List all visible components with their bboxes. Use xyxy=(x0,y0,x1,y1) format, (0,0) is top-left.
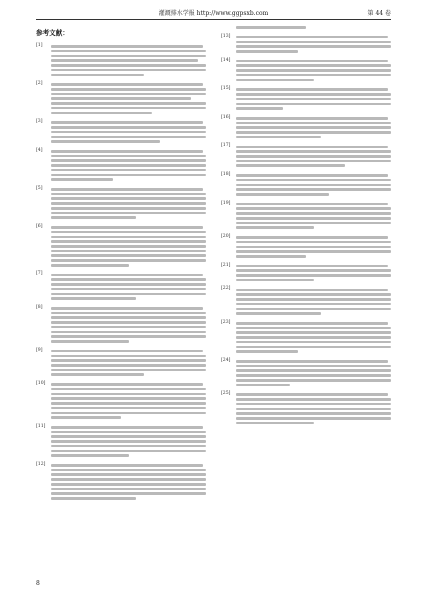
text-line xyxy=(51,131,206,134)
text-line xyxy=(236,122,391,125)
reference-entry xyxy=(221,115,391,141)
text-line xyxy=(236,107,283,110)
text-line xyxy=(51,254,206,257)
text-line xyxy=(236,64,391,67)
reference-text xyxy=(236,320,391,355)
text-line xyxy=(236,336,391,339)
references-heading: 参考文献： xyxy=(36,29,69,37)
reference-entry xyxy=(36,186,206,221)
text-line xyxy=(51,369,206,372)
text-line xyxy=(51,393,206,396)
text-line xyxy=(51,454,129,457)
reference-number: [8] xyxy=(36,304,43,310)
text-line xyxy=(236,155,391,158)
text-line xyxy=(51,274,203,277)
text-line xyxy=(51,373,144,376)
reference-number: [21] xyxy=(221,262,231,268)
right-column xyxy=(221,24,391,429)
text-line xyxy=(236,312,321,315)
text-line xyxy=(51,450,206,453)
text-line xyxy=(236,41,391,44)
reference-text xyxy=(51,271,206,302)
reference-text xyxy=(236,358,391,389)
reference-number: [23] xyxy=(221,319,231,325)
reference-number: [13] xyxy=(221,33,231,39)
text-line xyxy=(236,250,391,253)
reference-number: [18] xyxy=(221,171,231,177)
text-line xyxy=(236,422,314,425)
reference-number: [25] xyxy=(221,391,231,397)
text-line xyxy=(236,174,388,177)
text-line xyxy=(236,384,290,387)
reference-entry xyxy=(36,119,206,145)
reference-entry xyxy=(36,424,206,459)
left-reference-list xyxy=(36,43,206,502)
reference-entry xyxy=(221,86,391,112)
reference-entry xyxy=(36,348,206,379)
text-line xyxy=(236,346,391,349)
text-line xyxy=(236,150,391,153)
text-line xyxy=(236,341,391,344)
text-line xyxy=(236,226,314,229)
text-line xyxy=(51,83,203,86)
text-line xyxy=(236,146,388,149)
text-line xyxy=(236,417,391,420)
text-line xyxy=(236,360,388,363)
text-line xyxy=(51,416,121,419)
text-line xyxy=(236,398,391,401)
reference-number: [24] xyxy=(221,357,231,363)
text-line xyxy=(236,126,391,129)
reference-number: [9] xyxy=(36,347,43,353)
text-line xyxy=(236,331,391,334)
text-line xyxy=(236,369,391,372)
reference-entry xyxy=(221,286,391,317)
reference-entry xyxy=(221,358,391,389)
reference-text xyxy=(51,305,206,345)
text-line xyxy=(51,383,203,386)
reference-entry xyxy=(221,320,391,355)
text-line xyxy=(236,308,391,311)
text-line xyxy=(51,93,206,96)
reference-entry xyxy=(36,81,206,116)
text-line xyxy=(51,350,203,353)
text-line xyxy=(236,203,388,206)
reference-entry xyxy=(36,271,206,302)
text-line xyxy=(51,102,206,105)
reference-entry xyxy=(36,381,206,421)
reference-entry xyxy=(36,224,206,269)
reference-text xyxy=(236,58,391,84)
reference-text xyxy=(236,172,391,198)
reference-entry xyxy=(36,148,206,183)
text-line xyxy=(236,236,388,239)
reference-number: [4] xyxy=(36,147,43,153)
reference-number: [20] xyxy=(221,233,231,239)
reference-number: [2] xyxy=(36,81,43,87)
reference-text xyxy=(51,348,206,379)
text-line xyxy=(51,212,206,215)
text-line xyxy=(51,97,191,100)
volume-label: 第 44 卷 xyxy=(367,10,391,17)
text-line xyxy=(51,45,203,48)
text-line xyxy=(236,265,388,268)
text-line xyxy=(236,274,391,277)
reference-entry xyxy=(36,462,206,502)
text-line xyxy=(51,140,160,143)
reference-text xyxy=(51,424,206,459)
text-line xyxy=(51,483,206,486)
text-line xyxy=(51,283,206,286)
text-line xyxy=(51,321,206,324)
text-line xyxy=(51,312,206,315)
text-line xyxy=(51,55,206,58)
text-line xyxy=(51,488,206,491)
text-line xyxy=(51,426,203,429)
reference-text xyxy=(51,224,206,269)
text-line xyxy=(51,107,206,110)
text-line xyxy=(51,231,206,234)
reference-number: [12] xyxy=(36,461,46,467)
page-number: 8 xyxy=(36,580,40,587)
text-line xyxy=(51,59,198,62)
reference-number: [19] xyxy=(221,200,231,206)
reference-number: [22] xyxy=(221,286,231,292)
reference-text xyxy=(51,81,206,116)
text-line xyxy=(236,327,391,330)
text-line xyxy=(236,69,391,72)
text-line xyxy=(51,278,206,281)
text-line xyxy=(51,178,113,181)
text-line xyxy=(51,174,206,177)
text-line xyxy=(236,88,388,91)
reference-number: [1] xyxy=(36,43,43,48)
reference-entry xyxy=(221,143,391,169)
text-line xyxy=(51,197,206,200)
text-line xyxy=(236,217,391,220)
reference-number: [10] xyxy=(36,380,46,386)
text-line xyxy=(51,316,206,319)
text-line xyxy=(236,207,391,210)
text-line xyxy=(51,435,206,438)
text-line xyxy=(51,293,206,296)
reference-entry xyxy=(221,234,391,260)
text-line xyxy=(236,212,391,215)
reference-number xyxy=(221,24,236,31)
text-line xyxy=(236,117,388,120)
right-reference-list xyxy=(221,24,391,426)
text-line xyxy=(236,403,391,406)
text-line xyxy=(51,407,206,410)
text-line xyxy=(236,298,391,301)
reference-text xyxy=(51,148,206,183)
text-line xyxy=(236,164,345,167)
reference-text xyxy=(236,24,391,31)
text-line xyxy=(51,431,206,434)
left-column xyxy=(36,29,206,505)
text-line xyxy=(236,50,298,53)
reference-entry xyxy=(221,172,391,198)
text-line xyxy=(51,245,206,248)
text-line xyxy=(51,69,206,72)
text-line xyxy=(51,216,136,219)
text-line xyxy=(51,497,136,500)
running-header xyxy=(36,9,391,20)
reference-text xyxy=(236,143,391,169)
text-line xyxy=(51,250,206,253)
text-line xyxy=(51,445,206,448)
text-line xyxy=(51,150,203,153)
text-line xyxy=(51,307,203,310)
text-line xyxy=(51,331,206,334)
text-line xyxy=(236,98,391,101)
text-line xyxy=(51,193,206,196)
text-line xyxy=(236,350,298,353)
text-line xyxy=(236,255,306,258)
text-line xyxy=(51,297,136,300)
text-line xyxy=(236,289,388,292)
text-line xyxy=(51,326,206,329)
text-line xyxy=(236,160,391,163)
text-line xyxy=(51,492,206,495)
text-line xyxy=(236,36,388,39)
text-line xyxy=(51,159,206,162)
reference-text xyxy=(51,462,206,502)
text-line xyxy=(51,50,206,53)
reference-text xyxy=(51,119,206,145)
text-line xyxy=(51,188,203,191)
text-line xyxy=(51,469,206,472)
text-line xyxy=(236,93,391,96)
text-line xyxy=(236,179,391,182)
text-line xyxy=(51,364,206,367)
reference-entry xyxy=(221,391,391,426)
text-line xyxy=(236,26,306,29)
text-line xyxy=(236,246,391,249)
text-line xyxy=(51,236,206,239)
text-line xyxy=(51,478,206,481)
text-line xyxy=(236,60,388,63)
reference-entry xyxy=(221,58,391,84)
text-line xyxy=(236,74,391,77)
text-line xyxy=(51,126,206,129)
text-line xyxy=(236,365,391,368)
text-line xyxy=(236,293,391,296)
text-line xyxy=(51,169,206,172)
text-line xyxy=(236,322,388,325)
text-line xyxy=(51,202,206,205)
text-line xyxy=(236,188,391,191)
text-line xyxy=(51,121,203,124)
text-line xyxy=(51,259,206,262)
text-line xyxy=(51,288,206,291)
text-line xyxy=(236,303,391,306)
journal-name: 灌溉排水学报 http://www.ggpsxb.com xyxy=(158,10,269,17)
text-line xyxy=(236,136,321,139)
text-line xyxy=(51,155,206,158)
text-line xyxy=(51,359,206,362)
reference-text xyxy=(236,286,391,317)
text-line xyxy=(51,440,206,443)
text-line xyxy=(51,335,206,338)
reference-entry xyxy=(221,24,391,31)
text-line xyxy=(236,184,391,187)
reference-entry xyxy=(221,263,391,284)
reference-entry xyxy=(221,201,391,232)
text-line xyxy=(51,64,206,67)
text-line xyxy=(51,355,206,358)
reference-number: [5] xyxy=(36,185,43,191)
text-line xyxy=(236,269,391,272)
reference-number: [6] xyxy=(36,223,43,229)
text-line xyxy=(236,131,391,134)
reference-entry xyxy=(36,305,206,345)
text-line xyxy=(236,374,391,377)
text-line xyxy=(236,193,329,196)
reference-entry xyxy=(221,34,391,55)
text-line xyxy=(51,240,206,243)
reference-text xyxy=(51,381,206,421)
text-line xyxy=(51,397,206,400)
reference-text xyxy=(236,263,391,284)
text-line xyxy=(236,279,314,282)
text-line xyxy=(51,412,206,415)
text-line xyxy=(51,388,206,391)
text-line xyxy=(51,226,203,229)
text-line xyxy=(236,379,391,382)
text-line xyxy=(51,264,129,267)
reference-number: [7] xyxy=(36,271,43,277)
text-line xyxy=(51,207,206,210)
reference-text xyxy=(51,43,206,78)
text-line xyxy=(51,402,206,405)
text-line xyxy=(51,88,206,91)
reference-text xyxy=(236,391,391,426)
text-line xyxy=(51,136,206,139)
text-line xyxy=(236,412,391,415)
reference-text xyxy=(236,115,391,141)
text-line xyxy=(51,164,206,167)
reference-entry xyxy=(36,43,206,78)
text-line xyxy=(51,473,206,476)
reference-number: [16] xyxy=(221,114,231,120)
reference-number: [3] xyxy=(36,119,43,125)
reference-number: [11] xyxy=(36,423,46,429)
text-line xyxy=(51,74,144,77)
text-line xyxy=(236,45,391,48)
reference-text xyxy=(236,34,391,55)
text-line xyxy=(236,393,388,396)
text-line xyxy=(51,464,203,467)
text-line xyxy=(236,79,314,82)
reference-number: [14] xyxy=(221,57,231,63)
reference-text xyxy=(236,86,391,112)
reference-number: [15] xyxy=(221,86,231,92)
reference-number: [17] xyxy=(221,143,231,149)
text-line xyxy=(236,222,391,225)
text-line xyxy=(236,103,391,106)
text-line xyxy=(51,340,129,343)
text-line xyxy=(236,241,391,244)
reference-text xyxy=(51,186,206,221)
text-line xyxy=(51,112,152,115)
reference-text xyxy=(236,201,391,232)
text-line xyxy=(236,408,391,411)
reference-text xyxy=(236,234,391,260)
